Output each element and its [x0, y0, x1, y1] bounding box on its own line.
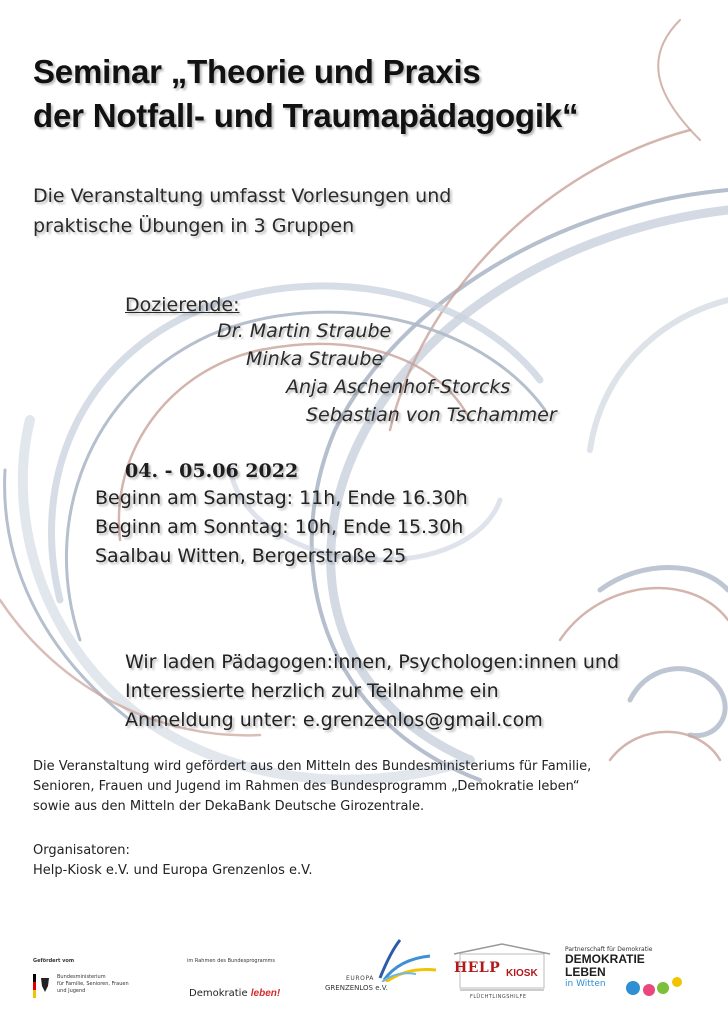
funding-line-1: Die Veranstaltung wird gefördert aus den Mitteln des Bundesministeriums für Familie,: [33, 759, 592, 774]
event-intro: [33, 181, 451, 241]
invitation-line-2: Interessierte herzlich zur Teilnahme ein: [125, 680, 499, 702]
federal-eagle-icon: [33, 974, 53, 998]
leben-label: LEBEN: [565, 965, 606, 979]
title-line-1: Seminar „Theorie und Praxis: [33, 53, 481, 90]
lecturer-name: Sebastian von Tschammer: [306, 404, 557, 426]
colored-hands-icon: [625, 970, 685, 1000]
bmfsfj-caption: Gefördert vom: [33, 958, 75, 964]
funding-line-2: Senioren, Frauen und Jugend im Rahmen des Bundesprogramm „Demokratie leben“: [33, 779, 580, 794]
bmfsfj-name: Bundesministerium für Familie, Senioren, Frauen und Jugend: [57, 974, 129, 994]
organizers-names: Help-Kiosk e.V. und Europa Grenzenlos e.V.: [33, 863, 313, 878]
help-wordmark: HELP: [454, 960, 501, 976]
demokratie-leben-wordmark: Demokratie leben!: [189, 988, 281, 999]
event-venue: Saalbau Witten, Bergerstraße 25: [95, 545, 407, 567]
europa-wave-icon: [320, 938, 440, 982]
registration-email: Anmeldung unter: e.grenzenlos@gmail.com: [125, 709, 543, 731]
lecturer-name: Minka Straube: [246, 348, 384, 370]
funding-notice: [33, 757, 591, 817]
saturday-times: Beginn am Samstag: 11h, Ende 16.30h: [95, 487, 468, 509]
title-line-2: der Notfall- und Traumapädagogik“: [33, 97, 579, 134]
europa-grenzenlos-logo: [320, 938, 440, 1018]
kiosk-wordmark: KIOSK: [506, 968, 538, 979]
lecturer-name: Anja Aschenhof-Storcks: [286, 376, 511, 398]
seminar-title: [33, 50, 578, 138]
in-witten-label: in Witten: [565, 979, 606, 989]
sunday-times: Beginn am Sonntag: 10h, Ende 15.30h: [95, 516, 464, 538]
sponsor-logos: [0, 938, 728, 1024]
grenzenlos-label: GRENZENLOS e.V.: [325, 984, 388, 992]
bmfsfj-logo: [33, 958, 153, 994]
partnerschaft-caption: Partnerschaft für Demokratie: [565, 946, 653, 953]
demokratie-caption: im Rahmen des Bundesprogramms: [187, 958, 276, 964]
organizers-heading: Organisatoren:: [33, 843, 130, 858]
invitation-line-1: Wir laden Pädagogen:innen, Psychologen:innen und: [125, 651, 620, 673]
lecturers-heading: Dozierende:: [125, 294, 240, 316]
event-schedule: [95, 484, 468, 571]
demokratie-label: DEMOKRATIE: [565, 952, 645, 966]
partnerschaft-demokratie-logo: [565, 946, 725, 989]
europa-label: EUROPA: [346, 975, 375, 982]
intro-line-2: praktische Übungen in 3 Gruppen: [33, 215, 355, 237]
demokratie-leben-logo: [187, 958, 317, 999]
organizers: [33, 841, 313, 881]
lecturer-name: Dr. Martin Straube: [217, 320, 392, 342]
funding-line-3: sowie aus den Mitteln der DekaBank Deutsche Girozentrale.: [33, 799, 425, 814]
event-date: 04. - 05.06 2022: [125, 460, 299, 482]
help-kiosk-logo: [446, 940, 558, 1010]
intro-line-1: Die Veranstaltung umfasst Vorlesungen und: [33, 185, 452, 207]
help-kiosk-subtitle: FLÜCHTLINGSHILFE: [470, 994, 527, 1000]
invitation: [125, 648, 619, 735]
